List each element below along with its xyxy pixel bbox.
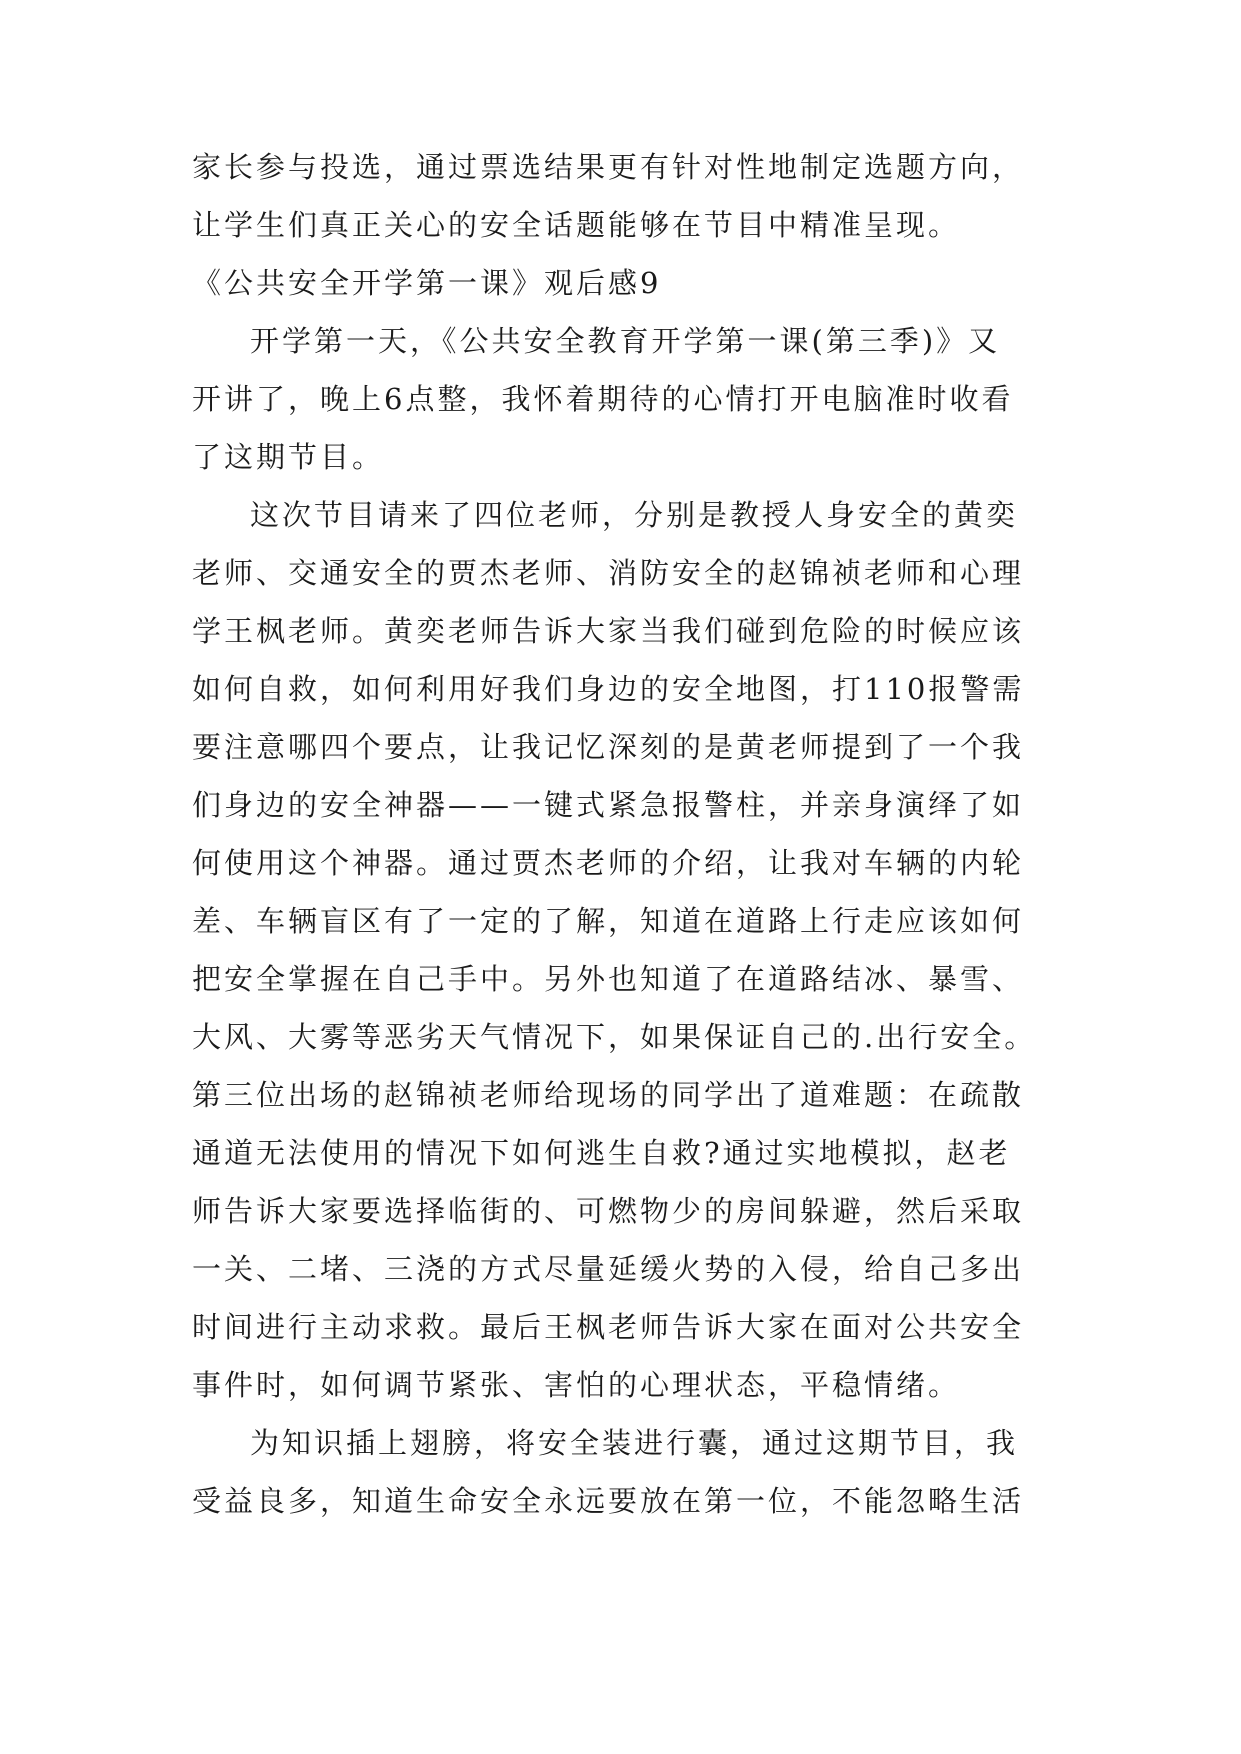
text-line: 师告诉大家要选择临街的、可燃物少的房间躲避，然后采取 [192,1194,1025,1228]
text-line: 如何自救，如何利用好我们身边的安全地图，打110报警需 [192,672,1025,706]
text-line: 差、车辆盲区有了一定的了解，知道在道路上行走应该如何 [192,904,1025,938]
text-line: 了这期节目。 [192,440,385,474]
text-line: 为知识插上翅膀，将安全装进行囊，通过这期节目，我 [250,1426,1019,1460]
text-line: 要注意哪四个要点，让我记忆深刻的是黄老师提到了一个我 [192,730,1025,764]
text-line: 事件时，如何调节紧张、害怕的心理状态，平稳情绪。 [192,1368,961,1402]
text-line: 通道无法使用的情况下如何逃生自救?通过实地模拟，赵老 [192,1136,1011,1170]
text-line: 何使用这个神器。通过贾杰老师的介绍，让我对车辆的内轮 [192,846,1025,880]
text-line: 们身边的安全神器——一键式紧急报警柱，并亲身演绎了如 [192,788,1025,822]
text-line: 让学生们真正关心的安全话题能够在节目中精准呈现。 [192,208,961,242]
text-line: 第三位出场的赵锦祯老师给现场的同学出了道难题：在疏散 [192,1078,1025,1112]
section-heading: 《公共安全开学第一课》观后感9 [192,266,662,300]
text-line: 开学第一天，《公共安全教育开学第一课(第三季)》又 [250,324,1001,358]
text-line: 把安全掌握在自己手中。另外也知道了在道路结冰、暴雪、 [192,962,1025,996]
text-line: 一关、二堵、三浇的方式尽量延缓火势的入侵，给自己多出 [192,1252,1025,1286]
text-line: 学王枫老师。黄奕老师告诉大家当我们碰到危险的时候应该 [192,614,1025,648]
text-line: 时间进行主动求救。最后王枫老师告诉大家在面对公共安全 [192,1310,1025,1344]
text-line: 开讲了，晚上6点整，我怀着期待的心情打开电脑准时收看 [192,382,1014,416]
text-line: 受益良多，知道生命安全永远要放在第一位，不能忽略生活 [192,1484,1025,1518]
text-line: 老师、交通安全的贾杰老师、消防安全的赵锦祯老师和心理 [192,556,1025,590]
text-line: 家长参与投选，通过票选结果更有针对性地制定选题方向， [192,150,1025,184]
text-line: 大风、大雾等恶劣天气情况下，如果保证自己的.出行安全。 [192,1020,1037,1054]
text-line: 这次节目请来了四位老师，分别是教授人身安全的黄奕 [250,498,1019,532]
